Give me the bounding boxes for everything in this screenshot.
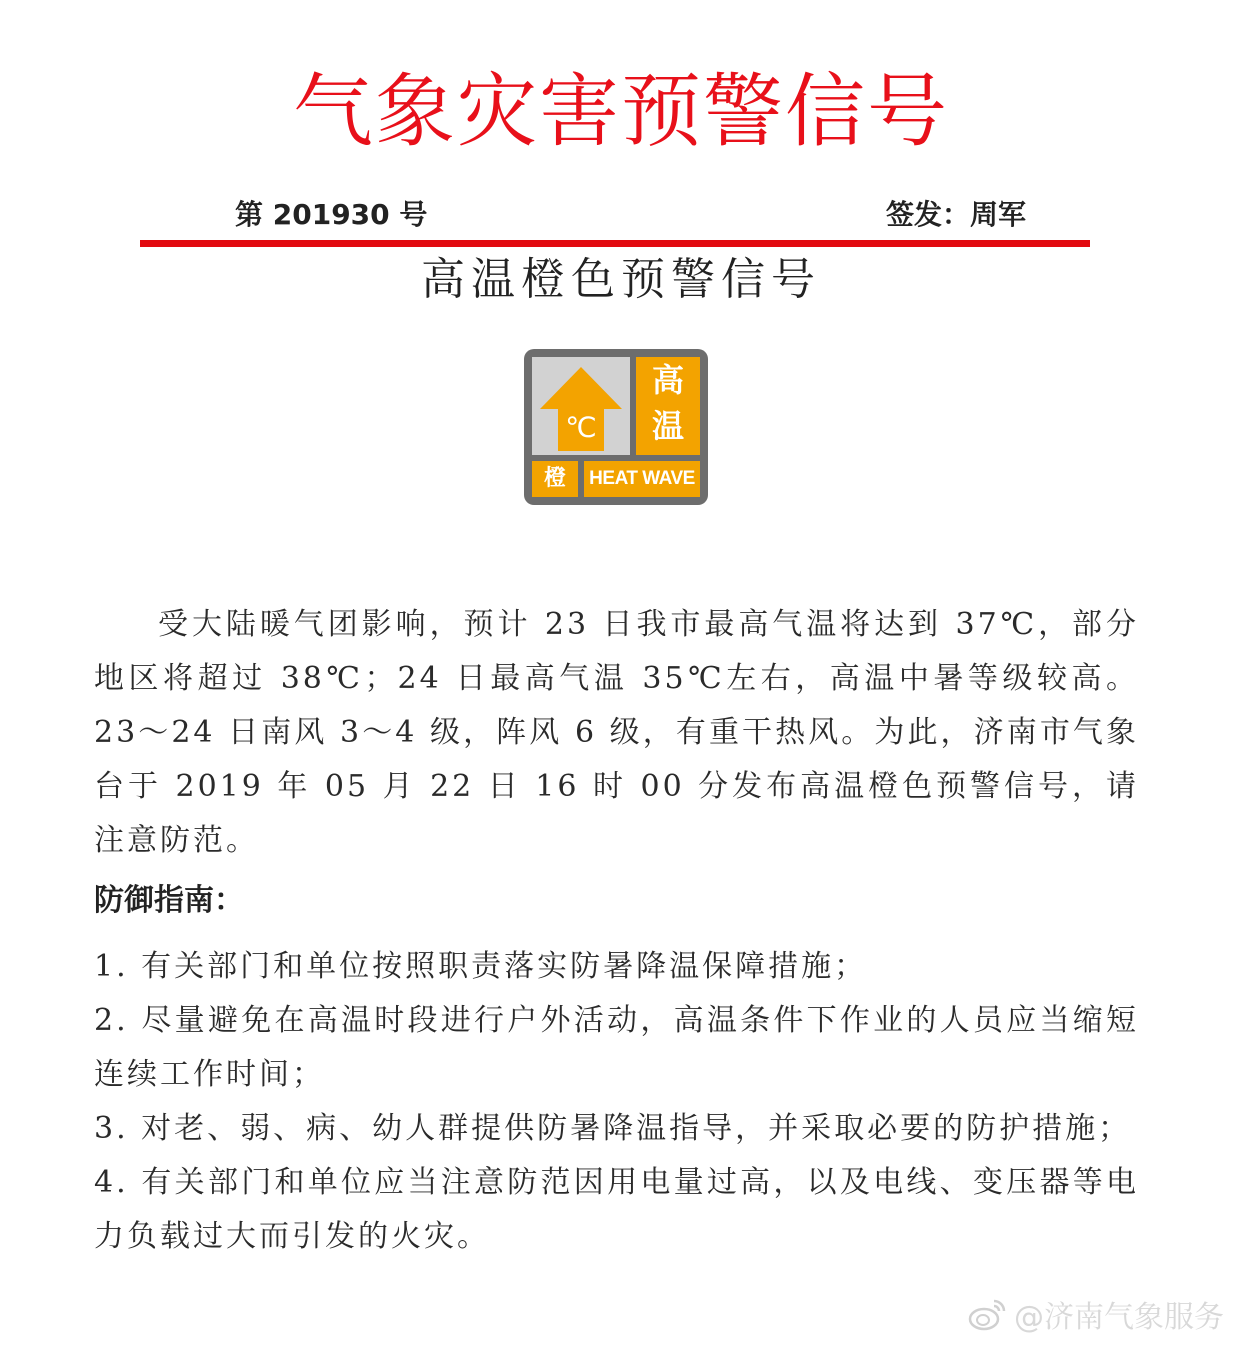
signed-by: 签发：周军 — [885, 198, 1026, 231]
guide-item: 4. 有关部门和单位应当注意防范因用电量过高，以及电线、变压器等电力负载过大而引发的火灾。 — [94, 1165, 1139, 1254]
guide-list — [94, 940, 1139, 1264]
watermark — [968, 1292, 1224, 1336]
red-divider — [140, 240, 1090, 247]
heat-wave-orange-warning-icon — [524, 349, 708, 505]
badge-background — [532, 357, 630, 455]
guide-item: 1. 有关部门和单位按照职责落实防暑降温保障措施； — [94, 949, 868, 984]
watermark-text: @济南气象服务 — [1014, 1300, 1224, 1335]
issue-number: 第 201930 号 — [235, 198, 428, 231]
house-arrow-icon — [532, 357, 630, 455]
warning-subtitle: 高温橙色预警信号 — [421, 254, 821, 305]
document-title: 气象灾害预警信号 — [293, 65, 949, 158]
badge-side-text — [636, 357, 700, 455]
warning-paragraph: 受大陆暖气团影响，预计 23 日我市最高气温将达到 37℃，部分地区将超过 38℃；24 日最高气温 35℃左右，高温中暑等级较高。23～24 日南风 3～4 级，阵风 6 级，有重干热风。为此，济南市气象台于 2019 年 05 月 22 日 16 时 00 分发布高温橙色预警信号，请注意防范。 — [94, 607, 1139, 858]
badge-label-en: HEAT WAVE — [584, 461, 700, 497]
badge-char-high: 高 — [651, 361, 684, 399]
weibo-icon — [968, 1297, 1008, 1331]
guide-item: 2. 尽量避免在高温时段进行户外活动，高温条件下作业的人员应当缩短连续工作时间； — [94, 1003, 1139, 1092]
warning-body — [94, 598, 1139, 868]
badge-char-temp: 温 — [651, 407, 684, 445]
guide-heading: 防御指南： — [94, 883, 244, 918]
guide-item: 3. 对老、弱、病、幼人群提供防暑降温指导，并采取必要的防护措施； — [94, 1111, 1132, 1146]
celsius-symbol: ℃ — [565, 411, 597, 444]
badge-level: 橙 — [532, 461, 578, 497]
